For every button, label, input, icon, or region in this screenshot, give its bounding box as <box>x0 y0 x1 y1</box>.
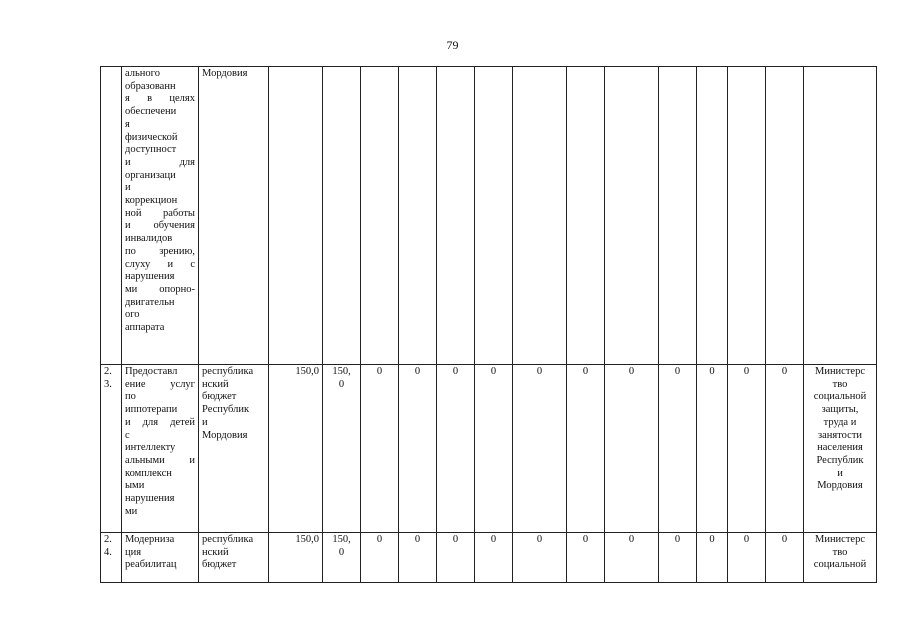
measure-name-line: ной работы <box>125 207 195 219</box>
executor-line: Министерс <box>814 534 865 545</box>
year-amount-cell <box>399 365 437 533</box>
measure-name-line: Предоставл <box>125 366 178 377</box>
year-amount-line: 0 <box>338 378 345 390</box>
year-amount-cell <box>323 365 361 533</box>
year-amount-cell <box>605 365 659 533</box>
measure-name-line: я <box>125 118 130 130</box>
measure-name-line: ция <box>125 546 142 558</box>
executor-line: социальной <box>813 559 867 571</box>
row-number-line: 2. <box>104 366 112 377</box>
year-amount-value: 0 <box>452 534 459 545</box>
total-amount-line: 150,0 <box>295 534 319 545</box>
year-amount-cell <box>567 67 605 365</box>
year-amount-cell <box>513 533 567 583</box>
year-amount-value: 0 <box>452 366 459 377</box>
year-amount-cell <box>728 365 766 533</box>
executor-line: и <box>837 467 843 479</box>
year-amount-line: 150, <box>332 366 351 377</box>
year-amount-value: 0 <box>376 534 383 545</box>
funding-source-line: бюджет <box>202 559 237 571</box>
year-amount-cell <box>361 67 399 365</box>
funding-source-cell <box>199 365 269 533</box>
table-row <box>101 365 877 533</box>
executor-line: труда и <box>823 416 857 428</box>
table-row <box>101 67 877 365</box>
year-amount-value: 0 <box>674 534 681 545</box>
year-amount-cell <box>659 365 697 533</box>
year-amount-cell <box>766 67 804 365</box>
row-number-cell <box>101 533 122 583</box>
measure-name-cell <box>122 67 199 365</box>
year-amount-cell <box>399 67 437 365</box>
row-number-cell <box>101 365 122 533</box>
year-amount-line: 0 <box>338 546 345 558</box>
year-amount-cell <box>697 533 728 583</box>
year-amount-value: 0 <box>743 366 750 377</box>
year-amount-cell <box>697 67 728 365</box>
measure-name-line: комплексн <box>125 467 172 479</box>
measure-name-line: ого <box>125 309 140 321</box>
measure-name-line: коррекцион <box>125 195 178 207</box>
total-amount-cell <box>269 365 323 533</box>
measure-name-line: инвалидов <box>125 233 173 245</box>
executor-cell <box>804 533 877 583</box>
year-amount-cell <box>567 365 605 533</box>
year-amount-value: 0 <box>628 534 635 545</box>
measure-name-line: ыми <box>125 480 145 492</box>
total-amount-cell <box>269 67 323 365</box>
funding-source-line: и <box>202 416 208 428</box>
measure-name-line: я в целях <box>125 93 195 105</box>
year-amount-value: 0 <box>490 534 497 545</box>
funding-source-line: бюджет <box>202 391 237 403</box>
measure-name-line: иппотерапи <box>125 404 178 416</box>
year-amount-cell <box>475 67 513 365</box>
executor-cell <box>804 365 877 533</box>
executor-line: тво <box>832 378 848 390</box>
funding-source-cell <box>199 67 269 365</box>
year-amount-cell <box>766 365 804 533</box>
row-number-line: 2. <box>104 534 112 545</box>
measure-name-line: Модерниза <box>125 534 175 545</box>
year-amount-cell <box>475 365 513 533</box>
year-amount-value: 0 <box>674 366 681 377</box>
funding-source-cell <box>199 533 269 583</box>
measure-name-line: и для детей <box>125 416 195 428</box>
year-amount-cell <box>567 533 605 583</box>
year-amount-cell <box>437 365 475 533</box>
funding-source-line: республика <box>202 534 254 545</box>
year-amount-cell <box>437 533 475 583</box>
measure-name-line: обеспечени <box>125 106 177 118</box>
funding-source-line: Республик <box>202 404 250 416</box>
measure-name-line: интеллекту <box>125 442 176 454</box>
measure-name-line: и <box>125 182 131 194</box>
measure-name-cell <box>122 365 199 533</box>
year-amount-cell <box>728 67 766 365</box>
measure-name-line: образованн <box>125 80 176 92</box>
measure-name-line: реабилитац <box>125 559 177 571</box>
measure-name-line: ми <box>125 505 138 517</box>
year-amount-cell <box>361 365 399 533</box>
executor-line: тво <box>832 546 848 558</box>
year-amount-cell <box>659 533 697 583</box>
budget-table <box>100 66 877 583</box>
executor-line: Министерс <box>814 366 865 377</box>
measure-name-line: физической <box>125 131 178 143</box>
measure-name-line: и для <box>125 156 195 168</box>
total-amount-cell <box>269 533 323 583</box>
measure-name-line: и обучения <box>125 220 195 232</box>
year-amount-value: 0 <box>781 534 788 545</box>
measure-name-line: альными и <box>125 454 195 466</box>
year-amount-cell <box>605 67 659 365</box>
measure-name-line: ального <box>125 68 160 79</box>
measure-name-cell <box>122 533 199 583</box>
year-amount-value: 0 <box>536 534 543 545</box>
year-amount-value: 0 <box>628 366 635 377</box>
measure-name-line: двигательн <box>125 296 175 308</box>
executor-line: Мордовия <box>817 480 863 492</box>
executor-line: социальной <box>813 391 867 403</box>
executor-line: населения <box>817 442 863 454</box>
executor-line: защиты, <box>821 404 859 416</box>
measure-name-line: слуху и с <box>125 258 195 270</box>
funding-source-line: нский <box>202 378 229 390</box>
row-number-line: 4. <box>104 546 112 558</box>
row-number-cell <box>101 67 122 365</box>
executor-line: Республик <box>816 454 864 466</box>
row-number-line: 3. <box>104 378 112 390</box>
measure-name-line: нарушения <box>125 271 175 283</box>
funding-source-line: Мордовия <box>202 68 248 79</box>
executor-line: занятости <box>817 429 863 441</box>
measure-name-line: доступност <box>125 144 177 156</box>
measure-name-line: нарушения <box>125 493 175 505</box>
year-amount-cell <box>513 365 567 533</box>
year-amount-value: 0 <box>414 366 421 377</box>
year-amount-cell <box>513 67 567 365</box>
measure-name-line: с <box>125 429 130 441</box>
funding-source-line: республика <box>202 366 254 377</box>
year-amount-value: 0 <box>414 534 421 545</box>
year-amount-cell <box>475 533 513 583</box>
year-amount-cell <box>323 67 361 365</box>
year-amount-value: 0 <box>582 534 589 545</box>
measure-name-line: аппарата <box>125 322 165 334</box>
year-amount-cell <box>361 533 399 583</box>
year-amount-value: 0 <box>376 366 383 377</box>
year-amount-value: 0 <box>536 366 543 377</box>
year-amount-value: 0 <box>709 534 715 545</box>
year-amount-cell <box>728 533 766 583</box>
year-amount-value: 0 <box>709 366 715 377</box>
year-amount-cell <box>697 365 728 533</box>
year-amount-cell <box>399 533 437 583</box>
table-row <box>101 533 877 583</box>
year-amount-cell <box>323 533 361 583</box>
measure-name-line: по <box>125 391 136 403</box>
page-number: 79 <box>446 38 459 52</box>
funding-source-line: Мордовия <box>202 429 248 441</box>
year-amount-value: 0 <box>743 534 750 545</box>
year-amount-value: 0 <box>582 366 589 377</box>
year-amount-cell <box>766 533 804 583</box>
executor-cell <box>804 67 877 365</box>
year-amount-value: 0 <box>490 366 497 377</box>
measure-name-line: ение услуг <box>125 378 195 390</box>
year-amount-line: 150, <box>332 534 351 545</box>
funding-source-line: нский <box>202 546 229 558</box>
year-amount-cell <box>605 533 659 583</box>
year-amount-cell <box>659 67 697 365</box>
measure-name-line: организаци <box>125 169 176 181</box>
measure-name-line: по зрению, <box>125 245 195 257</box>
year-amount-cell <box>437 67 475 365</box>
total-amount-line: 150,0 <box>295 366 319 377</box>
measure-name-line: ми опорно- <box>125 283 195 295</box>
year-amount-value: 0 <box>781 366 788 377</box>
